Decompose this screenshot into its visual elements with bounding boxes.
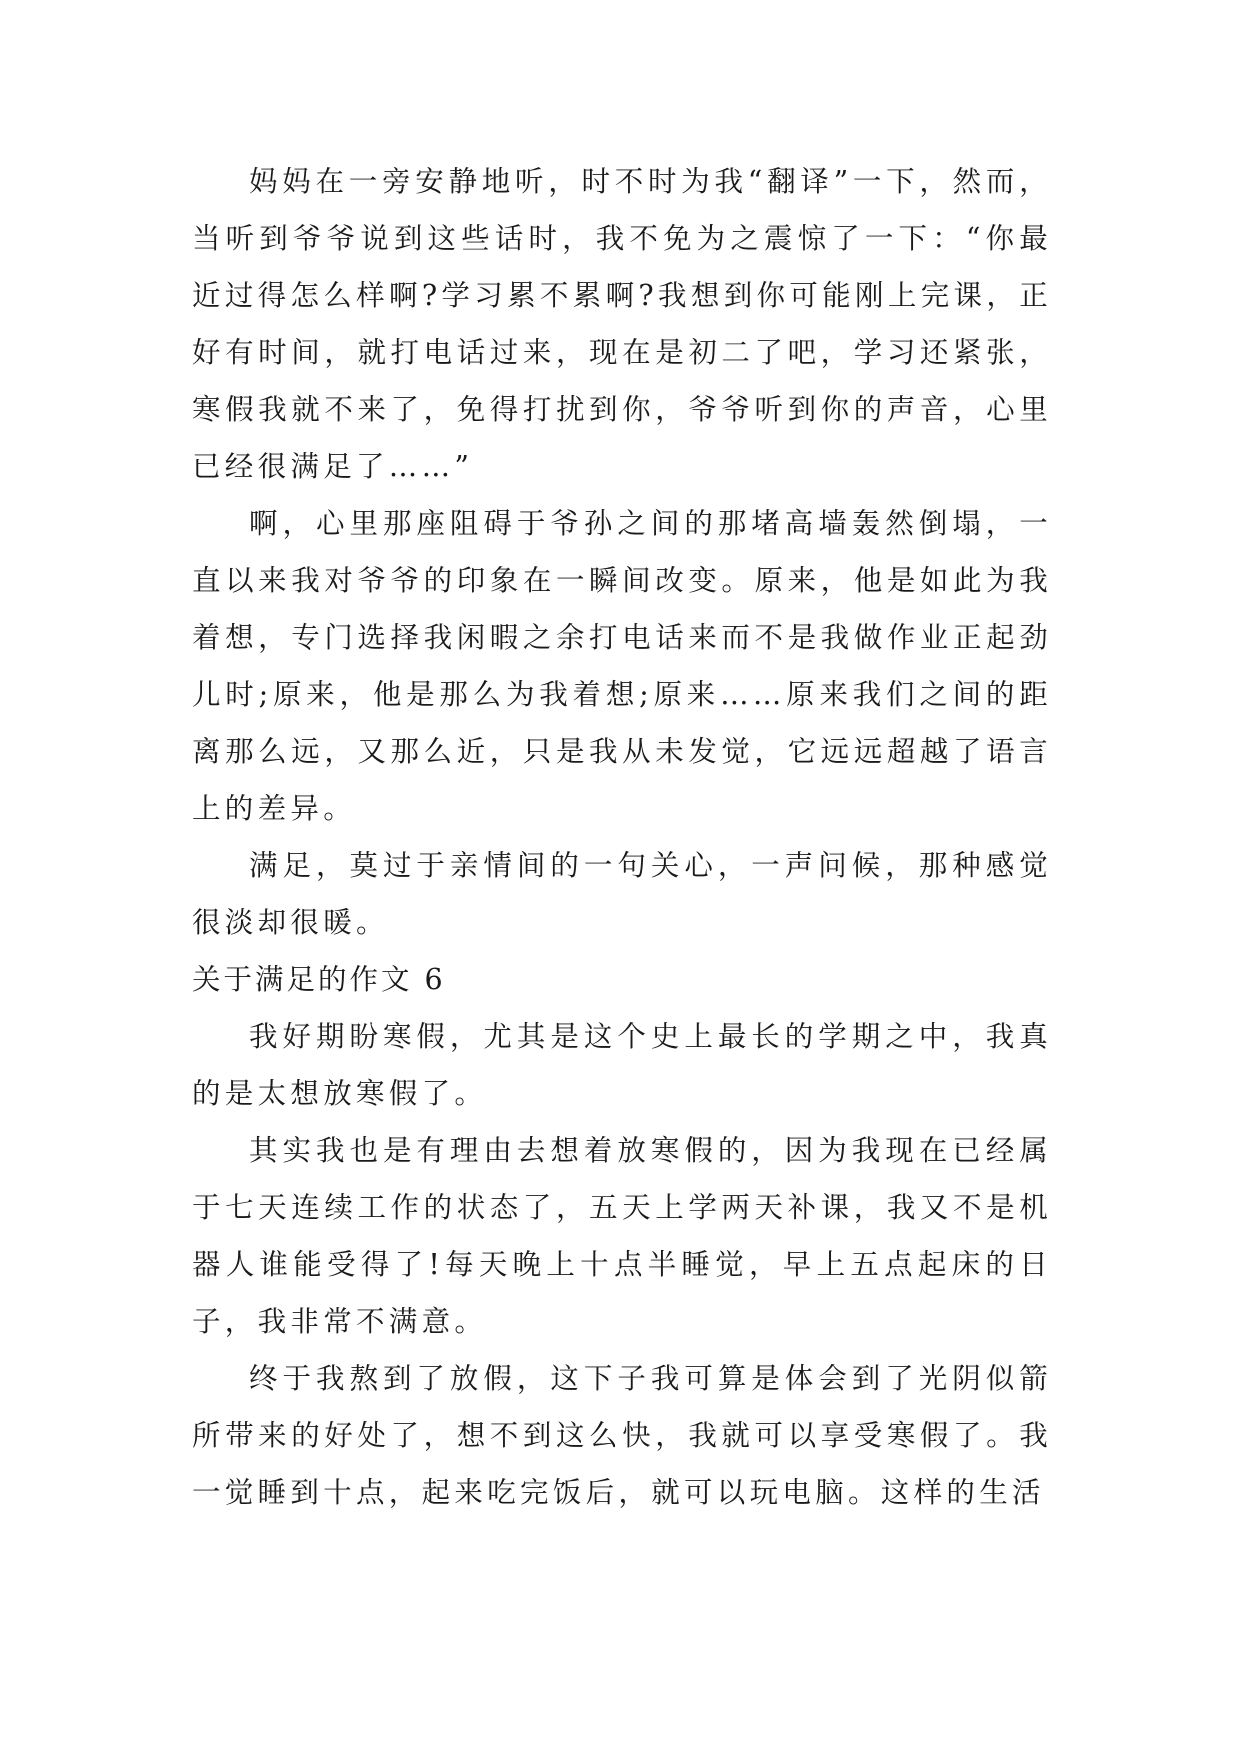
paragraph-winter-break-wish: 我好期盼寒假，尤其是这个史上最长的学期之中，我真的是太想放寒假了。 <box>192 1020 1052 1110</box>
paragraph-conclusion: 满足，莫过于亲情间的一句关心，一声问候，那种感觉很淡却很暖。 <box>192 849 1052 939</box>
essay-heading: 关于满足的作文 6 <box>192 963 446 996</box>
document-body <box>192 153 1052 1521</box>
paragraph-realization: 啊，心里那座阻碍于爷孙之间的那堵高墙轰然倒塌，一直以来我对爷爷的印象在一瞬间改变。原来，他是如此为我着想，专门选择我闲暇之余打电话来而不是我做作业正起劲儿时;原来，他是那么为我着想;原来……原来我们之间的距离那么远，又那么近，只是我从未发觉，它远远超越了语言上的差异。 <box>192 507 1052 825</box>
paragraph-reason: 其实我也是有理由去想着放寒假的，因为我现在已经属于七天连续工作的状态了，五天上学两天补课，我又不是机器人谁能受得了!每天晚上十点半睡觉，早上五点起床的日子，我非常不满意。 <box>192 1134 1052 1338</box>
paragraph-holiday-start: 终于我熬到了放假，这下子我可算是体会到了光阴似箭所带来的好处了，想不到这么快，我就可以享受寒假了。我一觉睡到十点，起来吃完饭后，就可以玩电脑。这样的生活 <box>192 1362 1052 1509</box>
paragraph-phone-call: 妈妈在一旁安静地听，时不时为我“翻译”一下，然而，当听到爷爷说到这些话时，我不免为之震惊了一下：“你最近过得怎么样啊?学习累不累啊?我想到你可能刚上完课，正好有时间，就打电话过来，现在是初二了吧，学习还紧张，寒假我就不来了，免得打扰到你，爷爷听到你的声音，心里已经很满足了……” <box>192 165 1052 483</box>
